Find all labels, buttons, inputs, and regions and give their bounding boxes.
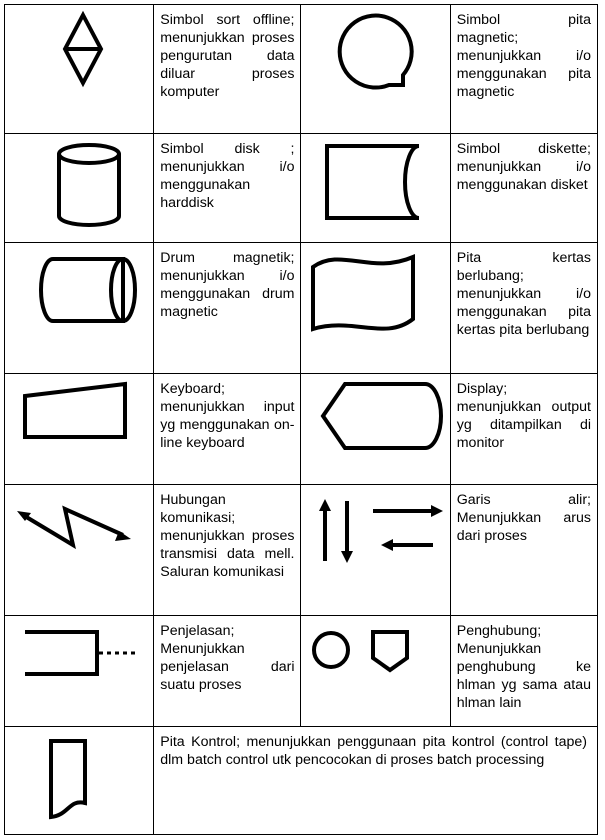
symbol-cell	[5, 134, 154, 243]
control-tape-icon	[5, 727, 153, 834]
punched-paper-tape-icon	[301, 243, 449, 373]
symbol-description: Simbol sort offline; menunjukkan proses pengurutan data diluar proses komputer	[160, 12, 295, 100]
symbol-description: Pita Kontrol; menunjukkan penggunaan pita kontrol (control tape) dlm batch control utk pencocokan di proses batch processing	[160, 734, 587, 768]
diskette-icon	[301, 134, 449, 242]
display-icon	[301, 374, 449, 484]
flow-line-arrows-icon	[301, 485, 449, 615]
description-cell	[450, 5, 597, 134]
table-row	[5, 374, 598, 485]
table-row	[5, 243, 598, 374]
symbol-cell	[5, 727, 154, 835]
symbol-cell	[301, 374, 450, 485]
symbol-cell	[301, 616, 450, 727]
symbol-cell	[301, 5, 450, 134]
symbol-description: Penjelasan; Menunjukkan penjelasan dari suatu proses	[160, 623, 295, 693]
disk-cylinder-icon	[5, 134, 153, 242]
magnetic-drum-icon	[5, 243, 153, 373]
description-cell	[154, 134, 301, 243]
symbol-description: Drum magnetik; menunjukkan i/o menggunakan drum magnetic	[160, 250, 295, 320]
symbol-description: Penghubung; Menunjukkan penghubung ke hlman yg sama atau hlman lain	[456, 623, 591, 711]
symbol-description: Garis alir; Menunjukkan arus dari proses	[456, 492, 591, 544]
symbol-description: Hubungan komunikasi; menunjukkan proses transmisi data mell. Saluran komunikasi	[160, 492, 295, 580]
symbol-cell	[301, 243, 450, 374]
description-cell	[154, 5, 301, 134]
sort-offline-diamond-icon	[5, 5, 153, 133]
symbol-cell	[301, 134, 450, 243]
symbol-description: Keyboard; menunjukkan input yg menggunakan on-line keyboard	[160, 381, 295, 451]
magnetic-tape-icon	[301, 5, 449, 133]
flowchart-symbol-table	[4, 4, 598, 835]
description-cell	[450, 243, 597, 374]
table-row	[5, 5, 598, 134]
description-cell	[450, 134, 597, 243]
symbol-cell	[301, 485, 450, 616]
description-cell	[154, 485, 301, 616]
connector-icon	[301, 616, 449, 726]
symbol-cell	[5, 243, 154, 374]
table-row	[5, 727, 598, 835]
table-row	[5, 134, 598, 243]
symbol-cell	[5, 5, 154, 134]
description-cell	[154, 243, 301, 374]
description-cell	[450, 485, 597, 616]
symbol-description: Display; menunjukkan output yg ditampilkan di monitor	[456, 381, 591, 451]
keyboard-manual-input-icon	[5, 374, 153, 484]
table-row	[5, 616, 598, 727]
description-cell	[450, 616, 597, 727]
description-cell	[154, 616, 301, 727]
communication-link-icon	[5, 485, 153, 615]
annotation-icon	[5, 616, 153, 726]
symbol-description: Simbol diskette; menunjukkan i/o menggunakan disket	[456, 141, 591, 193]
symbol-description: Simbol disk ; menunjukkan i/o menggunakan harddisk	[160, 141, 295, 211]
symbol-cell	[5, 616, 154, 727]
symbol-description: Pita kertas berlubang; menunjukkan i/o menggunakan pita kertas pita berlubang	[456, 250, 591, 338]
symbol-cell	[5, 485, 154, 616]
symbol-description: Simbol pita magnetic; menunjukkan i/o menggunakan pita magnetic	[456, 12, 591, 100]
description-cell	[450, 374, 597, 485]
description-cell	[154, 727, 598, 835]
table-row	[5, 485, 598, 616]
symbol-cell	[5, 374, 154, 485]
description-cell	[154, 374, 301, 485]
